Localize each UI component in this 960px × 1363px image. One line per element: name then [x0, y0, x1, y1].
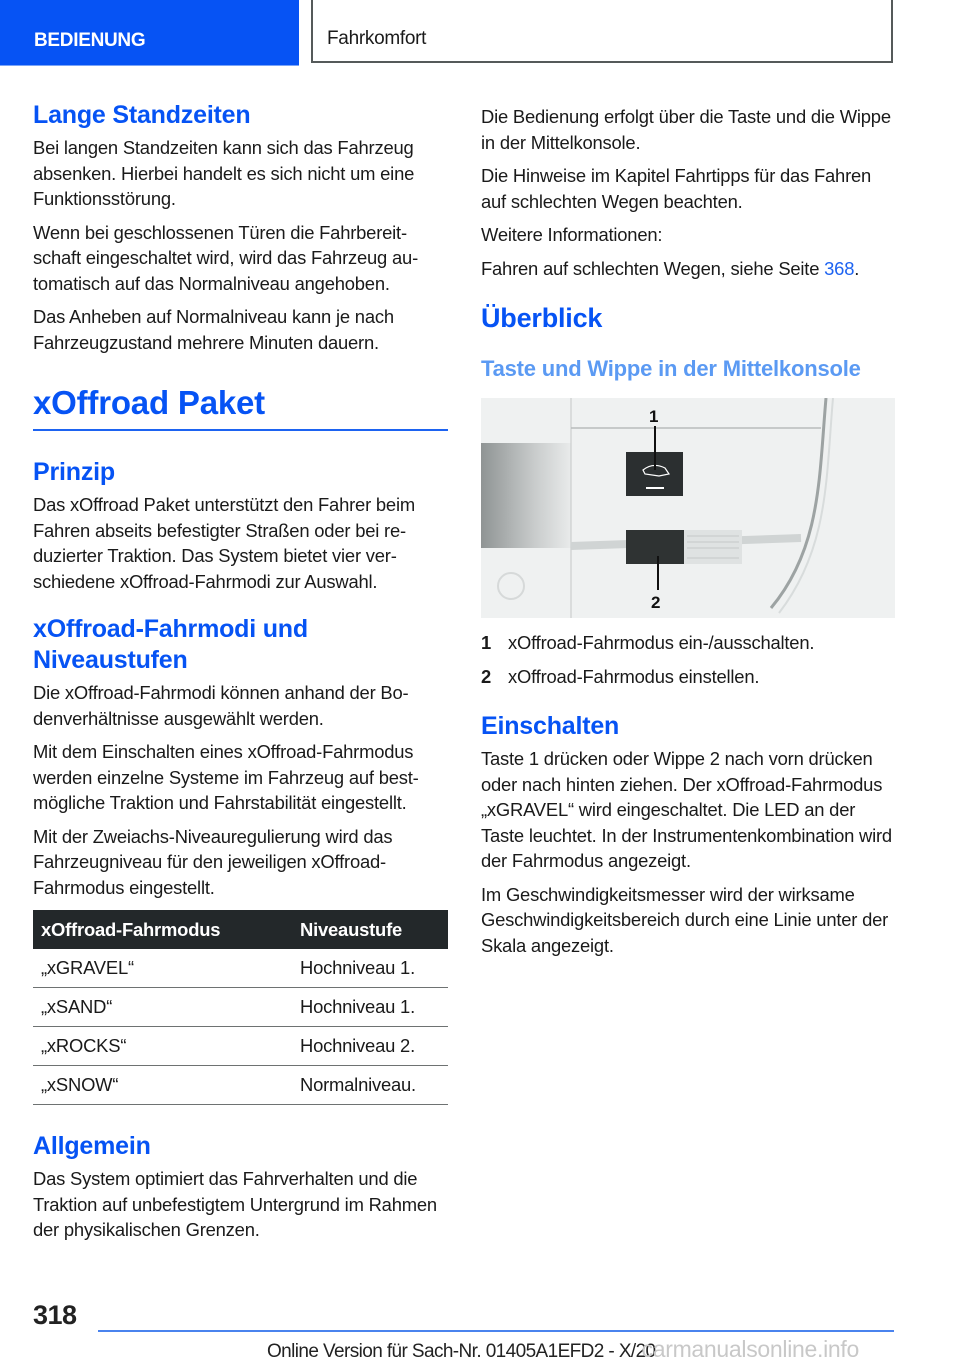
- paragraph: Das System optimiert das Fahrverhalten und die Traktion auf unbefestigtem Untergrund im Rahmen der physikalischen Grenzen.: [33, 1168, 437, 1240]
- heading-einschalten: Einschalten: [481, 712, 620, 740]
- cell-level: Hochniveau 1.: [286, 949, 448, 988]
- legend-item: [481, 630, 895, 656]
- table-row: [33, 949, 448, 988]
- table-row: [33, 988, 448, 1027]
- section-einschalten: [481, 711, 895, 958]
- rocker-switch-graphic: [626, 530, 684, 564]
- section-title: BEDIENUNG: [34, 30, 146, 51]
- legend-number: 2: [481, 665, 492, 687]
- cell-mode: „xROCKS“: [33, 1027, 286, 1066]
- watermark: carmanualsonline.info: [641, 1336, 859, 1362]
- callout-2: 2: [651, 593, 661, 612]
- heading-ueberblick: Überblick: [481, 303, 603, 333]
- paragraph: Weitere Informationen:: [481, 224, 663, 245]
- table-row: [33, 1066, 448, 1105]
- cell-mode: „xSAND“: [33, 988, 286, 1027]
- paragraph: Das Anheben auf Normalniveau kann je nach Fahrzeugzustand mehrere Minuten dauern.: [33, 306, 394, 353]
- paragraph: Das xOffroad Paket unterstützt den Fahrer beim Fahren abseits befestigter Straßen oder bei reduzierter Traktion. Das System bietet vier verschiedene xOffroad-Fahrmodi zur Auswahl.: [33, 494, 415, 592]
- heading-allgemein: Allgemein: [33, 1132, 151, 1160]
- console-illustration: [481, 398, 895, 618]
- section-lange-standzeiten: [33, 100, 448, 355]
- paragraph: Mit der Zweiachs-Niveauregulierung wird das Fahrzeugniveau für den jeweiligen xOffroad-Fahrmodus eingestellt.: [33, 825, 393, 898]
- heading-fahrmodi-niveaustufen: xOffroad-Fahrmodi und Niveaustufen: [33, 615, 308, 674]
- section-prinzip: [33, 457, 448, 594]
- page-number: 318: [33, 1300, 77, 1330]
- footer-version: [267, 1336, 859, 1363]
- heading-taste-wippe: Taste und Wippe in der Mittelkonsole: [481, 356, 861, 381]
- callout-1: 1: [649, 407, 659, 426]
- cell-level: Normalniveau.: [286, 1066, 448, 1105]
- table-header-row: [33, 910, 448, 949]
- chapter-title: Fahrkomfort: [327, 28, 427, 49]
- heading-lange-standzeiten: Lange Standzeiten: [33, 101, 251, 129]
- cell-mode: „xSNOW“: [33, 1066, 286, 1105]
- reference-text: Fahren auf schlechten Wegen, siehe Seite: [481, 257, 825, 279]
- fahrmodi-table: [33, 910, 448, 1105]
- header-section-tab: [0, 0, 299, 66]
- cell-level: Hochniveau 2.: [286, 1027, 448, 1066]
- figure-legend: [481, 630, 895, 689]
- legend-text: xOffroad-Fahrmodus ein-/ausschalten.: [508, 632, 815, 653]
- header-chapter-box: [311, 0, 893, 63]
- heading-xoffroad-paket: xOffroad Paket: [33, 384, 265, 421]
- paragraph: Mit dem Einschalten eines xOffroad-Fahrmodus werden einzelne Systeme im Fahrzeug auf bestmögliche Traktion und Fahrstabilität eingestellt.: [33, 741, 419, 813]
- page-link-368[interactable]: 368: [824, 257, 855, 279]
- cross-reference: [481, 256, 895, 282]
- paragraph: Die Hinweise im Kapitel Fahrtipps für das Fahren auf schlechten Wegen beachten.: [481, 165, 872, 212]
- paragraph: Die xOffroad-Fahrmodi können anhand der Bodenverhältnisse ausgewählt werden.: [33, 682, 409, 729]
- paragraph: Wenn bei geschlossenen Türen die Fahrbereitschaft eingeschaltet wird, wird das Fahrzeug automatisch auf das Normalniveau angehoben.: [33, 221, 419, 294]
- section-allgemein: [33, 1131, 448, 1243]
- legend-item: [481, 664, 895, 690]
- section-xoffroad-paket: [33, 383, 448, 431]
- table-row: [33, 1027, 448, 1066]
- right-column: [481, 104, 895, 966]
- paragraph: Bei langen Standzeiten kann sich das Fahrzeug absenken. Hierbei handelt es sich nicht um eine Funktionsstörung.: [33, 137, 415, 209]
- legend-text: xOffroad-Fahrmodus einstellen.: [508, 665, 760, 687]
- paragraph: Die Bedienung erfolgt über die Taste und die Wippe in der Mittelkonsole.: [481, 106, 891, 153]
- heading-prinzip: Prinzip: [33, 458, 115, 486]
- paragraph: Im Geschwindigkeitsmesser wird der wirksame Geschwindigkeitsbereich durch eine Linie unter der Skala angezeigt.: [481, 883, 889, 956]
- center-console-photo: [481, 398, 895, 618]
- paragraph: Taste 1 drücken oder Wippe 2 nach vorn drücken oder nach hinten ziehen. Der xOffroad-Fahrmodus „xGRAVEL“ wird eingeschaltet. Die LED an der Taste leuchtet. In der Instrumentenkombination wird der Fahrmodus angezeigt.: [481, 748, 892, 871]
- cell-mode: „xGRAVEL“: [33, 949, 286, 988]
- column-header-fahrmodus: xOffroad-Fahrmodus: [33, 910, 286, 949]
- column-header-niveaustufe: Niveaustufe: [286, 910, 448, 949]
- section-fahrmodi: [33, 614, 448, 900]
- version-text: Online Version für Sach-Nr. 01405A1EFD2 - X/20: [267, 1341, 656, 1362]
- legend-number: 1: [481, 632, 492, 653]
- heading-divider: [33, 429, 448, 431]
- reference-suffix: .: [854, 257, 860, 279]
- cell-level: Hochniveau 1.: [286, 988, 448, 1027]
- footer-divider: [98, 1330, 894, 1332]
- left-column: [33, 100, 448, 1251]
